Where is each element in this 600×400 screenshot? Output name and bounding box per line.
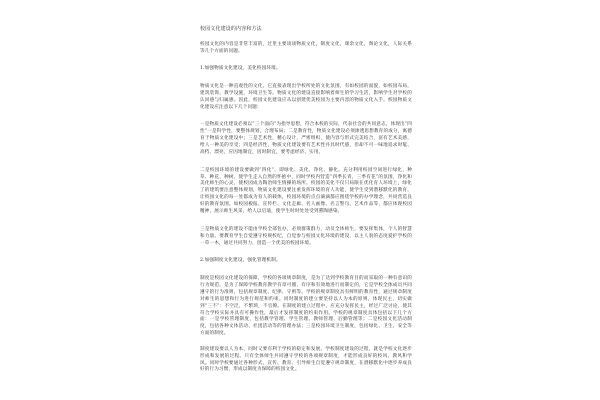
section-2-paragraph-2: 制度建设要以人为本，同时又要有利于学校的稳定和发展。学校制度建设的过程，就是学校文化逐步形成和发展的过程。只有全体师生共同遵守学校的各项规章制度，才能形成良好的校风、教风和学风。同时学校要通过各种形式，宣传、教育、引导师生自觉遵守规章制度，在潜移默化中逐步养成良好的行为习惯，形成以制度为保障的校园文化。	[200, 346, 412, 373]
section-1-paragraph-4: 三是物质文化的建设不能由学校全部包办，必须群策群力，动员全体师生，要发挥集体，个人的智慧和力量。要教育学生自觉遵守校规校纪，自觉参与校园文化环境的建设，以主人翁的态度爱护学校的一草一木，通过共同努力，创造一个优美的校园环境。	[200, 226, 412, 246]
section-1-heading: 1.加强物质文化建设，美化校园环境。	[200, 66, 281, 72]
section-1-paragraph-2: 一是物质文化建设必须以“三个面向”为指导思想，符合本校的实际，代表社会的共同意志，体现出“四性”一是科学性，要整体规划，合理布局；二是教育性，物质文化建设必须渗透思想教育的成分，寓德育于物质文化建设中；三是艺术性，精心设计，严密组织，使内容与形式完美结合，富有艺术美感，给人一种美的享受；四是经济性，物质文化建设要有艺术性并具时代感，但却不可一味地追求时髦、高档、漂亮，应因地制宜，因时制宜，要考虑经济、实用。	[200, 122, 412, 155]
document-body	[200, 26, 412, 374]
section-1-paragraph-3: 二是校园环境的建设要做到“四化”，即绿化、美化、净化、静化。充分利用校园空间进行绿化，种草、种花、种树，使学生走入自然的怀抱中，同时学校内营造“四季长青，三季有花”的氛围，净化和美化师生的心灵，使校园成为陶冶师生情操的场所。校园的美化不仅只局限在优化育人环境上，绿化了的建筑要注意整体规划，物质文化建设要注重发挥环境的育人功能，使学生受到潜移默化的教育，让校园文化的每一处都成为育人的载体，校园环境的点点滴滴都应围绕学校的办学理念，共同营造良好的教育氛围。如校园板报、宣传栏、文化走廊、名人画像、名言警句、艺术作品等，都应体现校园精神，展示师生风采，给人以启迪，使学生时时处处受到熏陶感染。	[200, 167, 412, 215]
section-2-paragraph-1: 制度是校园文化建设的保障，学校的各项规章制度，是为了达到学校教育目的而采取的一种有意识的行为规范。是为了保障学校教育教学有章可循，有序和有效地进行而制定的，它是学校全体成员共同遵守的行为准则，包括规章制度、纪律、守则等。学校的规章制度具有鲜明的教育性，通过规章制度对师生的思想和行为进行规范和约束。同时制度的建立要坚持以人为本的原则，体现民主，切实做到“三不”：不空泛，不繁琐，不官僚。在制度的建立过程中，应充分发挥民主，经过广泛讨论，使其符合学校实际并具有可操作性，最后才发挥制度的约束作用。学校的规章制度具体包括以下几个方面：一是学校管理制度，包括教学管理、学生管理、教师管理、后勤管理等；二是校园文化活动制度，包括各种文体活动、社团活动等的管理办法；三是校园环境卫生制度，包括绿化、卫生、安全等方面的制度。	[200, 276, 412, 337]
section-1-paragraph-1: 物质文化是一种直观性的文化，它直接表现出学校所处的文化氛围，有如校园的面貌，如校园布局，建筑装饰，教学设施，环境卫生等。物质文化的建设直接影响着师生的学习生活，影响学生对学校的认同感与归属感。因此，校园文化建设应从以创建优美校园为主要内容的物质文化入手。校园物质文化建设应注意以下几个问题：	[200, 83, 412, 110]
document-title: 校园文化建设的内容和方法	[200, 26, 262, 32]
section-2-heading: 2.加强制度文化建设，强化管理机制。	[200, 258, 281, 264]
intro-paragraph: 校园文化的内容是非常丰富的，过里主要谈谈物质文化，制度文化，课余文化，舆论文化，人际关系等几个方面的问题。	[200, 41, 412, 54]
